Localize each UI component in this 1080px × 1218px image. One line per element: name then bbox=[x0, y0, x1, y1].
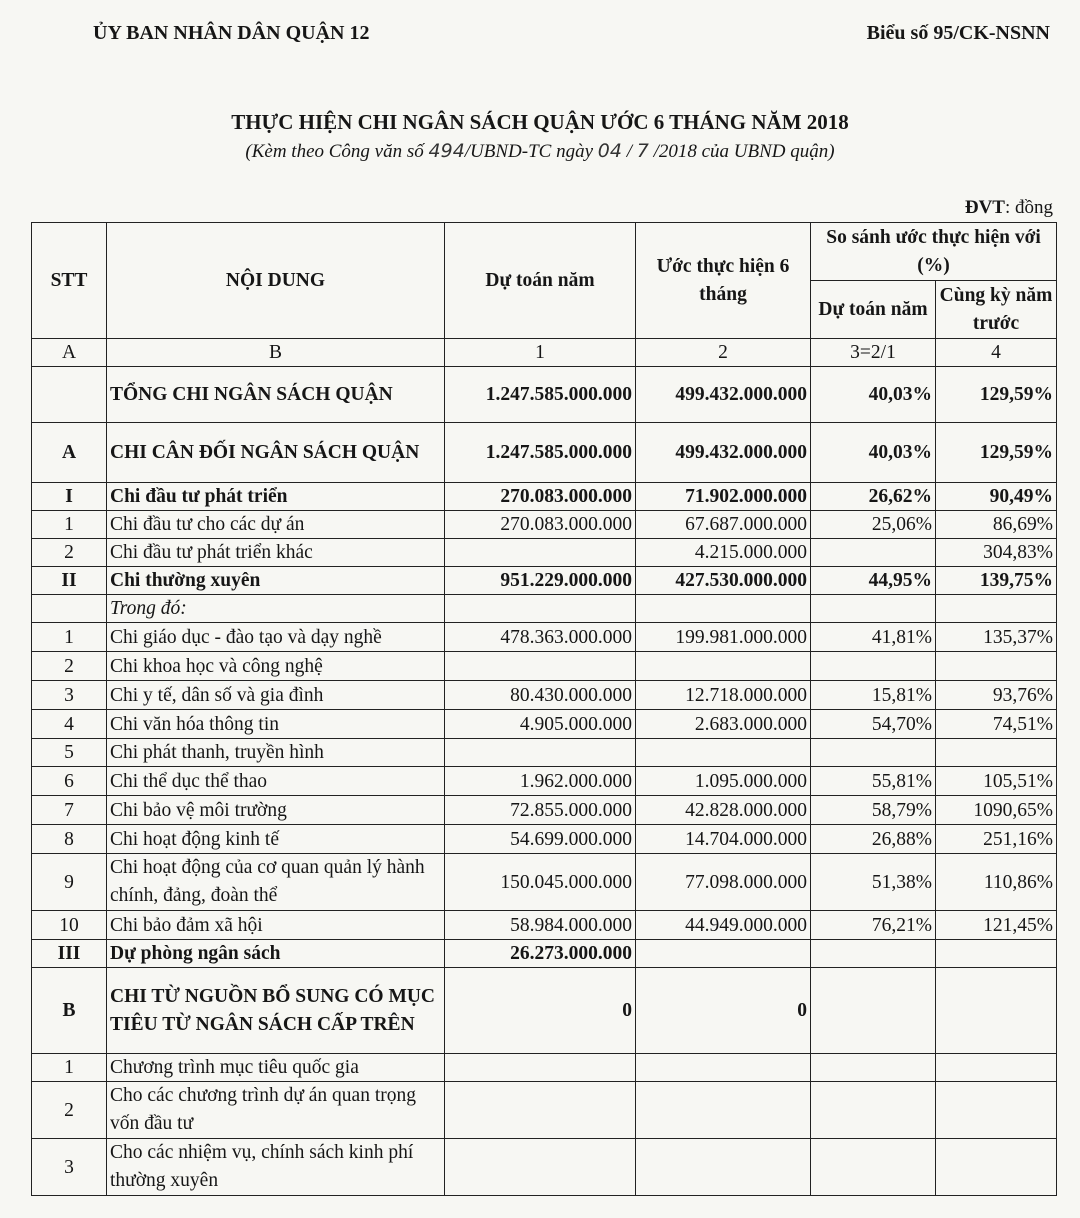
pct-estimate-cell: 40,03% bbox=[811, 367, 936, 423]
pct-estimate-cell bbox=[811, 595, 936, 623]
pct-estimate-cell: 26,88% bbox=[811, 825, 936, 854]
actual-cell: 1.095.000.000 bbox=[636, 767, 811, 796]
pct-estimate-cell: 44,95% bbox=[811, 567, 936, 595]
table-row bbox=[32, 940, 1057, 968]
actual-cell: 2.683.000.000 bbox=[636, 710, 811, 739]
table-row bbox=[32, 739, 1057, 767]
pct-last-year-cell bbox=[936, 652, 1057, 681]
column-code: 4 bbox=[936, 339, 1057, 367]
table-row bbox=[32, 767, 1057, 796]
actual-cell bbox=[636, 595, 811, 623]
table-row bbox=[32, 595, 1057, 623]
content-cell: Chi đầu tư phát triển khác bbox=[107, 539, 445, 567]
content-cell: CHI TỪ NGUỒN BỔ SUNG CÓ MỤC TIÊU TỪ NGÂN SÁCH CẤP TRÊN bbox=[107, 968, 445, 1054]
content-cell: Cho các chương trình dự án quan trọng vốn đầu tư bbox=[107, 1082, 445, 1139]
pct-estimate-cell bbox=[811, 1139, 936, 1196]
pct-last-year-cell: 304,83% bbox=[936, 539, 1057, 567]
actual-cell: 42.828.000.000 bbox=[636, 796, 811, 825]
header-vs-last-year: Cùng kỳ năm trước bbox=[936, 281, 1057, 339]
estimate-cell: 478.363.000.000 bbox=[445, 623, 636, 652]
content-cell: Chi bảo vệ môi trường bbox=[107, 796, 445, 825]
stt-cell: B bbox=[32, 968, 107, 1054]
stt-cell: 6 bbox=[32, 767, 107, 796]
actual-cell: 71.902.000.000 bbox=[636, 483, 811, 511]
handwritten-doc-number: 494 bbox=[428, 140, 465, 162]
estimate-cell: 58.984.000.000 bbox=[445, 911, 636, 940]
actual-cell bbox=[636, 739, 811, 767]
unit-label: ĐVT bbox=[964, 197, 1005, 218]
actual-cell: 44.949.000.000 bbox=[636, 911, 811, 940]
actual-cell: 427.530.000.000 bbox=[636, 567, 811, 595]
header-actual: Ước thực hiện 6 tháng bbox=[636, 223, 811, 339]
estimate-cell: 4.905.000.000 bbox=[445, 710, 636, 739]
pct-estimate-cell: 26,62% bbox=[811, 483, 936, 511]
actual-cell bbox=[636, 1054, 811, 1082]
budget-table bbox=[31, 222, 1057, 1196]
actual-cell bbox=[636, 940, 811, 968]
content-cell: Trong đó: bbox=[107, 595, 445, 623]
pct-last-year-cell: 129,59% bbox=[936, 423, 1057, 483]
pct-estimate-cell: 25,06% bbox=[811, 511, 936, 539]
estimate-cell: 0 bbox=[445, 968, 636, 1054]
actual-cell: 0 bbox=[636, 968, 811, 1054]
subtitle-sep: / bbox=[621, 141, 637, 162]
pct-estimate-cell: 15,81% bbox=[811, 681, 936, 710]
content-cell: Chi phát thanh, truyền hình bbox=[107, 739, 445, 767]
stt-cell: 1 bbox=[32, 511, 107, 539]
stt-cell: 1 bbox=[32, 1054, 107, 1082]
actual-cell: 67.687.000.000 bbox=[636, 511, 811, 539]
estimate-cell: 72.855.000.000 bbox=[445, 796, 636, 825]
estimate-cell bbox=[445, 739, 636, 767]
estimate-cell bbox=[445, 1139, 636, 1196]
pct-last-year-cell: 105,51% bbox=[936, 767, 1057, 796]
table-row bbox=[32, 511, 1057, 539]
estimate-cell bbox=[445, 595, 636, 623]
subtitle-prefix: (Kèm theo Công văn số bbox=[245, 141, 429, 162]
stt-cell: 7 bbox=[32, 796, 107, 825]
actual-cell: 199.981.000.000 bbox=[636, 623, 811, 652]
header-vs-estimate: Dự toán năm bbox=[811, 281, 936, 339]
stt-cell bbox=[32, 595, 107, 623]
table-row bbox=[32, 681, 1057, 710]
pct-estimate-cell: 55,81% bbox=[811, 767, 936, 796]
content-cell: Cho các nhiệm vụ, chính sách kinh phí thường xuyên bbox=[107, 1139, 445, 1196]
content-cell: CHI CÂN ĐỐI NGÂN SÁCH QUẬN bbox=[107, 423, 445, 483]
column-code: 1 bbox=[445, 339, 636, 367]
document-subtitle bbox=[0, 140, 1080, 163]
pct-estimate-cell bbox=[811, 539, 936, 567]
table-row bbox=[32, 710, 1057, 739]
actual-cell: 12.718.000.000 bbox=[636, 681, 811, 710]
pct-last-year-cell bbox=[936, 1054, 1057, 1082]
stt-cell: 5 bbox=[32, 739, 107, 767]
estimate-cell: 26.273.000.000 bbox=[445, 940, 636, 968]
pct-last-year-cell bbox=[936, 739, 1057, 767]
issuing-authority: ỦY BAN NHÂN DÂN QUẬN 12 bbox=[93, 22, 370, 44]
actual-cell bbox=[636, 1139, 811, 1196]
stt-cell: 2 bbox=[32, 652, 107, 681]
pct-estimate-cell bbox=[811, 1054, 936, 1082]
table-row bbox=[32, 423, 1057, 483]
content-cell: Dự phòng ngân sách bbox=[107, 940, 445, 968]
pct-estimate-cell bbox=[811, 739, 936, 767]
table-row bbox=[32, 539, 1057, 567]
content-cell: Chương trình mục tiêu quốc gia bbox=[107, 1054, 445, 1082]
stt-cell: III bbox=[32, 940, 107, 968]
pct-last-year-cell bbox=[936, 595, 1057, 623]
stt-cell: II bbox=[32, 567, 107, 595]
pct-last-year-cell: 129,59% bbox=[936, 367, 1057, 423]
header-content: NỘI DUNG bbox=[107, 223, 445, 339]
pct-last-year-cell bbox=[936, 968, 1057, 1054]
pct-estimate-cell bbox=[811, 1082, 936, 1139]
estimate-cell bbox=[445, 1082, 636, 1139]
actual-cell bbox=[636, 1082, 811, 1139]
stt-cell: 8 bbox=[32, 825, 107, 854]
stt-cell: 4 bbox=[32, 710, 107, 739]
table-row bbox=[32, 567, 1057, 595]
pct-last-year-cell: 110,86% bbox=[936, 854, 1057, 911]
estimate-cell: 150.045.000.000 bbox=[445, 854, 636, 911]
pct-last-year-cell bbox=[936, 1082, 1057, 1139]
content-cell: Chi hoạt động của cơ quan quản lý hành chính, đảng, đoàn thể bbox=[107, 854, 445, 911]
pct-last-year-cell: 1090,65% bbox=[936, 796, 1057, 825]
pct-estimate-cell: 40,03% bbox=[811, 423, 936, 483]
pct-estimate-cell: 51,38% bbox=[811, 854, 936, 911]
estimate-cell: 1.247.585.000.000 bbox=[445, 367, 636, 423]
estimate-cell bbox=[445, 1054, 636, 1082]
actual-cell: 14.704.000.000 bbox=[636, 825, 811, 854]
estimate-cell: 1.962.000.000 bbox=[445, 767, 636, 796]
stt-cell: 3 bbox=[32, 1139, 107, 1196]
table-row bbox=[32, 825, 1057, 854]
estimate-cell: 270.083.000.000 bbox=[445, 483, 636, 511]
content-cell: Chi bảo đảm xã hội bbox=[107, 911, 445, 940]
content-cell: Chi văn hóa thông tin bbox=[107, 710, 445, 739]
header-estimate: Dự toán năm bbox=[445, 223, 636, 339]
stt-cell: 2 bbox=[32, 1082, 107, 1139]
table-row bbox=[32, 854, 1057, 911]
pct-last-year-cell: 251,16% bbox=[936, 825, 1057, 854]
table-row bbox=[32, 623, 1057, 652]
subtitle-mid: /UBND-TC ngày bbox=[464, 141, 598, 162]
stt-cell: A bbox=[32, 423, 107, 483]
table-row bbox=[32, 367, 1057, 423]
pct-last-year-cell: 121,45% bbox=[936, 911, 1057, 940]
pct-estimate-cell: 58,79% bbox=[811, 796, 936, 825]
stt-cell: 9 bbox=[32, 854, 107, 911]
pct-estimate-cell: 54,70% bbox=[811, 710, 936, 739]
content-cell: TỔNG CHI NGÂN SÁCH QUẬN bbox=[107, 367, 445, 423]
table-row bbox=[32, 796, 1057, 825]
table-row bbox=[32, 911, 1057, 940]
actual-cell: 499.432.000.000 bbox=[636, 423, 811, 483]
content-cell: Chi thể dục thể thao bbox=[107, 767, 445, 796]
column-code: 2 bbox=[636, 339, 811, 367]
stt-cell: 10 bbox=[32, 911, 107, 940]
content-cell: Chi khoa học và công nghệ bbox=[107, 652, 445, 681]
pct-last-year-cell bbox=[936, 940, 1057, 968]
table-row bbox=[32, 483, 1057, 511]
actual-cell bbox=[636, 652, 811, 681]
pct-last-year-cell bbox=[936, 1139, 1057, 1196]
pct-last-year-cell: 93,76% bbox=[936, 681, 1057, 710]
column-code: A bbox=[32, 339, 107, 367]
stt-cell: I bbox=[32, 483, 107, 511]
estimate-cell: 1.247.585.000.000 bbox=[445, 423, 636, 483]
table-row bbox=[32, 652, 1057, 681]
content-cell: Chi hoạt động kinh tế bbox=[107, 825, 445, 854]
stt-cell: 2 bbox=[32, 539, 107, 567]
column-code: 3=2/1 bbox=[811, 339, 936, 367]
actual-cell: 77.098.000.000 bbox=[636, 854, 811, 911]
estimate-cell bbox=[445, 539, 636, 567]
content-cell: Chi giáo dục - đào tạo và dạy nghề bbox=[107, 623, 445, 652]
pct-estimate-cell bbox=[811, 968, 936, 1054]
pct-last-year-cell: 74,51% bbox=[936, 710, 1057, 739]
table-row bbox=[32, 1082, 1057, 1139]
pct-estimate-cell bbox=[811, 652, 936, 681]
pct-estimate-cell: 76,21% bbox=[811, 911, 936, 940]
pct-last-year-cell: 135,37% bbox=[936, 623, 1057, 652]
stt-cell: 3 bbox=[32, 681, 107, 710]
handwritten-day: 04 bbox=[597, 140, 622, 162]
estimate-cell: 80.430.000.000 bbox=[445, 681, 636, 710]
document-title: THỰC HIỆN CHI NGÂN SÁCH QUẬN ƯỚC 6 THÁNG NĂM 2018 bbox=[231, 110, 849, 134]
pct-estimate-cell: 41,81% bbox=[811, 623, 936, 652]
table-row bbox=[32, 1139, 1057, 1196]
pct-last-year-cell: 90,49% bbox=[936, 483, 1057, 511]
column-code: B bbox=[107, 339, 445, 367]
header-stt: STT bbox=[32, 223, 107, 339]
handwritten-month: 7 bbox=[636, 140, 649, 162]
unit-value: : đồng bbox=[1004, 197, 1053, 218]
pct-estimate-cell bbox=[811, 940, 936, 968]
estimate-cell: 54.699.000.000 bbox=[445, 825, 636, 854]
content-cell: Chi đầu tư cho các dự án bbox=[107, 511, 445, 539]
subtitle-suffix: /2018 của UBND quận) bbox=[648, 141, 835, 162]
estimate-cell bbox=[445, 652, 636, 681]
pct-last-year-cell: 139,75% bbox=[936, 567, 1057, 595]
content-cell: Chi y tế, dân số và gia đình bbox=[107, 681, 445, 710]
estimate-cell: 951.229.000.000 bbox=[445, 567, 636, 595]
table-row bbox=[32, 1054, 1057, 1082]
stt-cell: 1 bbox=[32, 623, 107, 652]
pct-last-year-cell: 86,69% bbox=[936, 511, 1057, 539]
actual-cell: 499.432.000.000 bbox=[636, 367, 811, 423]
content-cell: Chi đầu tư phát triển bbox=[107, 483, 445, 511]
content-cell: Chi thường xuyên bbox=[107, 567, 445, 595]
form-code: Biểu số 95/CK-NSNN bbox=[866, 22, 1050, 44]
header-compare: So sánh ước thực hiện với (%) bbox=[811, 223, 1057, 281]
stt-cell bbox=[32, 367, 107, 423]
unit-note bbox=[965, 197, 1053, 219]
actual-cell: 4.215.000.000 bbox=[636, 539, 811, 567]
table-row bbox=[32, 968, 1057, 1054]
estimate-cell: 270.083.000.000 bbox=[445, 511, 636, 539]
